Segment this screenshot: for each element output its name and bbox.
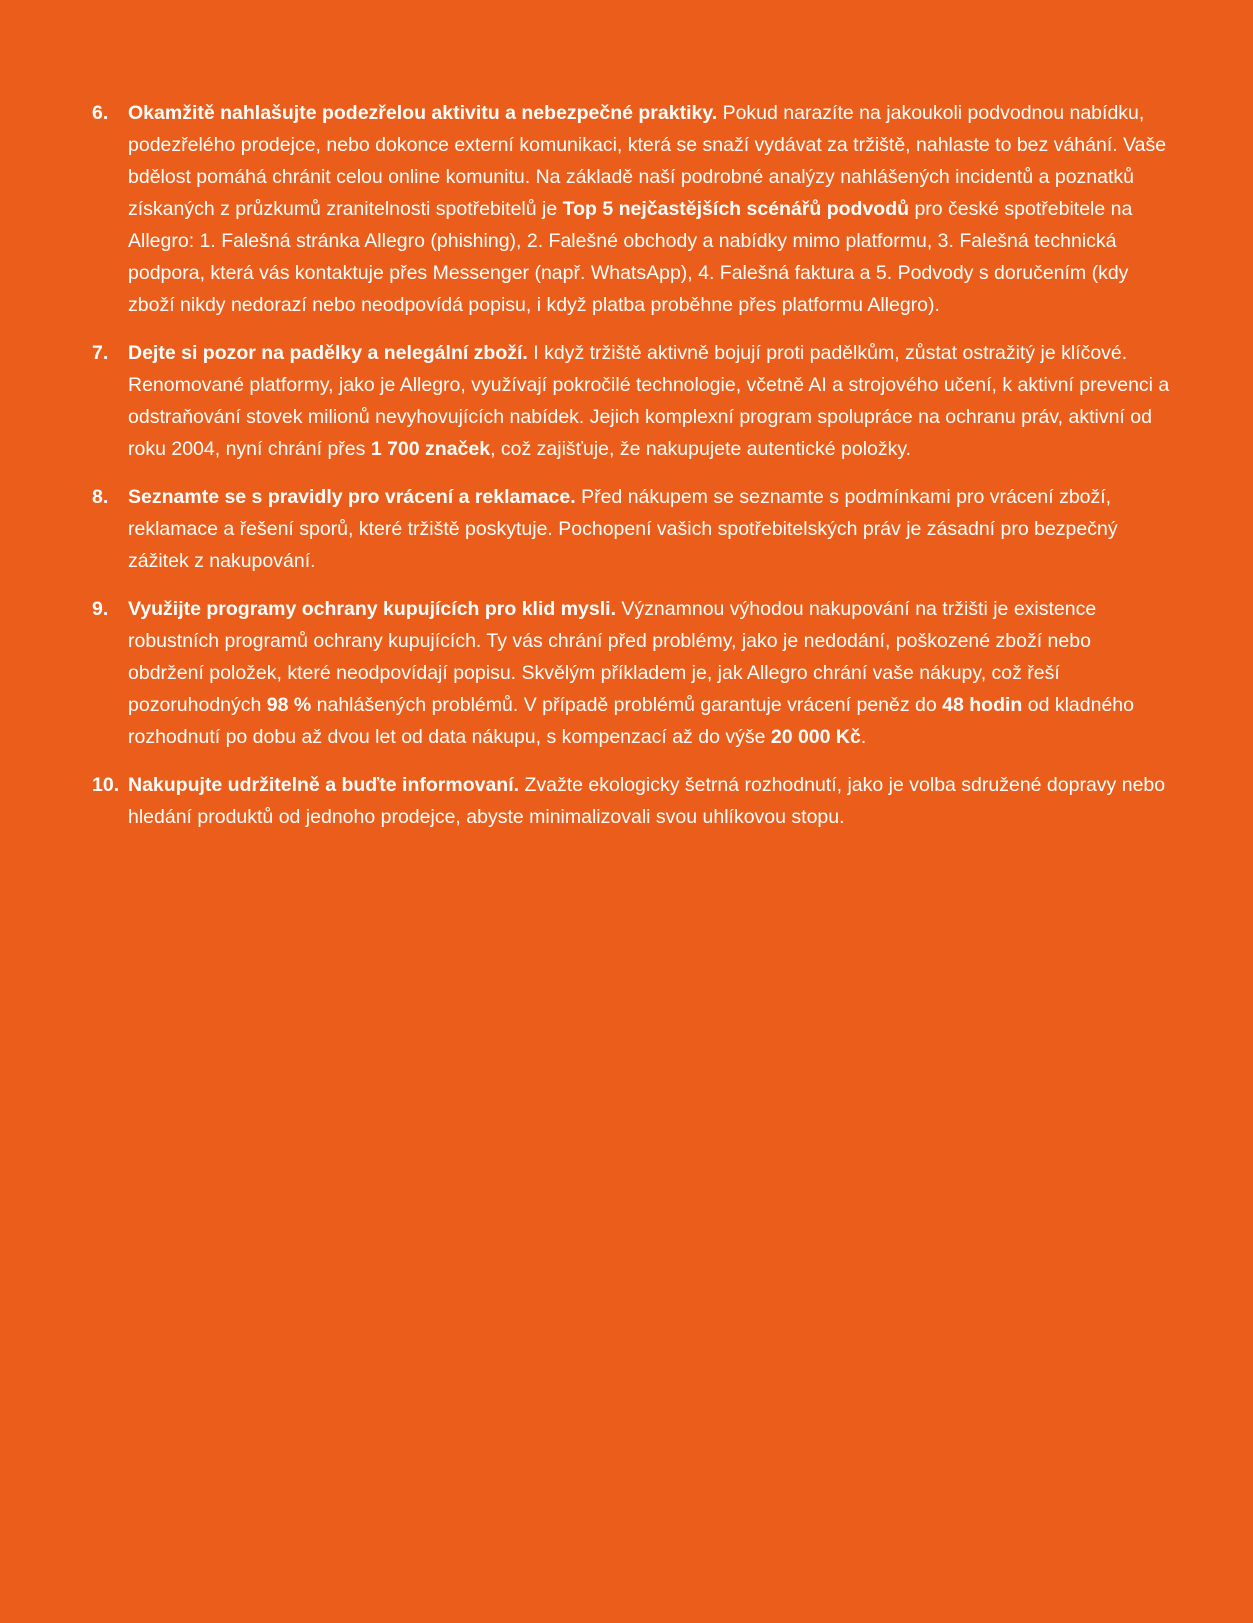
- tip-heading: Seznamte se s pravidly pro vrácení a reklamace.: [128, 486, 576, 508]
- tip-body-text: Zvažte ekologicky šetrná rozhodnutí, jako je volba sdružené dopravy nebo hledání produktů od jednoho prodejce, abyste minimalizovali svou uhlíkovou stopu.: [128, 774, 1166, 828]
- tip-highlight: 1 700 značek: [370, 438, 491, 460]
- tip-body-text: I když tržiště aktivně bojují proti padělkům, zůstat ostražitý je klíčové. Renomované platformy, jako je Allegro, využívají pokročilé technologie, včetně AI a strojového učení, k aktivní prevenci a odstraňování stovek milionů nevyhovujících nabídek. Jejich komplexní program spolupráce na ochranu práv, aktivní od roku 2004, nyní chrání přes: [128, 342, 1170, 460]
- tip-body-text: Významnou výhodou nakupování na tržišti je existence robustních programů ochrany kupujících. Ty vás chrání před problémy, jako je nedodání, poškozené zboží nebo obdržení položek, které neodpovídají popisu. Skvělým příkladem je, jak Allegro chrání vaše nákupy, což řeší pozoruhodných: [128, 598, 1097, 716]
- tip-item-10: [92, 769, 1172, 833]
- tip-body-text: Pokud narazíte na jakoukoli podvodnou nabídku, podezřelého prodejce, nebo dokonce externí komunikaci, která se snaží vydávat za tržiště, nahlaste to bez váhání. Vaše bdělost pomáhá chránit celou online komunitu. Na základě naší podrobné analýzy nahlášených incidentů a poznatků získaných z průzkumů zranitelnosti spotřebitelů je: [128, 102, 1167, 220]
- tip-number: 6.: [92, 102, 109, 124]
- tip-highlight: 98 %: [266, 694, 312, 716]
- tip-body-text: nahlášených problémů. V případě problémů garantuje vrácení peněz do: [311, 694, 943, 716]
- tip-body-text: , což zajišťuje, že nakupujete autentické položky.: [490, 438, 912, 460]
- tip-text: [128, 769, 1172, 833]
- tip-highlight: 20 000 Kč: [770, 726, 861, 748]
- tip-heading: Okamžitě nahlašujte podezřelou aktivitu a nebezpečné praktiky.: [128, 102, 718, 124]
- tip-number: 10.: [92, 774, 120, 796]
- tip-item-7: [92, 337, 1172, 465]
- tip-number: 8.: [92, 486, 109, 508]
- tip-highlight: Top 5 nejčastějších scénářů podvodů: [562, 198, 910, 220]
- tip-body-text: pro české spotřebitele na Allegro: 1. Falešná stránka Allegro (phishing), 2. Falešné obchody a nabídky mimo platformu, 3. Falešná technická podpora, která vás kontaktuje přes Messenger (např. WhatsApp), 4. Falešná faktura a 5. Podvody s doručením (kdy zboží nikdy nedorazí nebo neodpovídá popisu, i když platba proběhne přes platformu Allegro).: [128, 198, 1133, 316]
- tip-body-text: od kladného rozhodnutí po dobu až dvou let od data nákupu, s kompenzací až do výše: [128, 694, 1134, 748]
- tip-heading: Dejte si pozor na padělky a nelegální zboží.: [128, 342, 528, 364]
- tip-heading: Nakupujte udržitelně a buďte informovaní.: [128, 774, 520, 796]
- tip-text: [128, 593, 1172, 753]
- tip-item-9: [92, 593, 1172, 753]
- tip-number: 9.: [92, 598, 109, 620]
- tip-text: [128, 481, 1172, 577]
- tip-number: 7.: [92, 342, 109, 364]
- tip-highlight: 48 hodin: [942, 694, 1023, 716]
- tip-heading: Využijte programy ochrany kupujících pro klid mysli.: [128, 598, 616, 620]
- tip-body-text: Před nákupem se seznamte s podmínkami pro vrácení zboží, reklamace a řešení sporů, které tržiště poskytuje. Pochopení vašich spotřebitelských práv je zásadní pro bezpečný zážitek z nakupování.: [128, 486, 1118, 572]
- tips-list: [92, 97, 1172, 849]
- tip-body-text: .: [860, 726, 867, 748]
- tip-item-6: [92, 97, 1172, 321]
- tip-text: [128, 97, 1172, 321]
- tip-item-8: [92, 481, 1172, 577]
- tip-text: [128, 337, 1172, 465]
